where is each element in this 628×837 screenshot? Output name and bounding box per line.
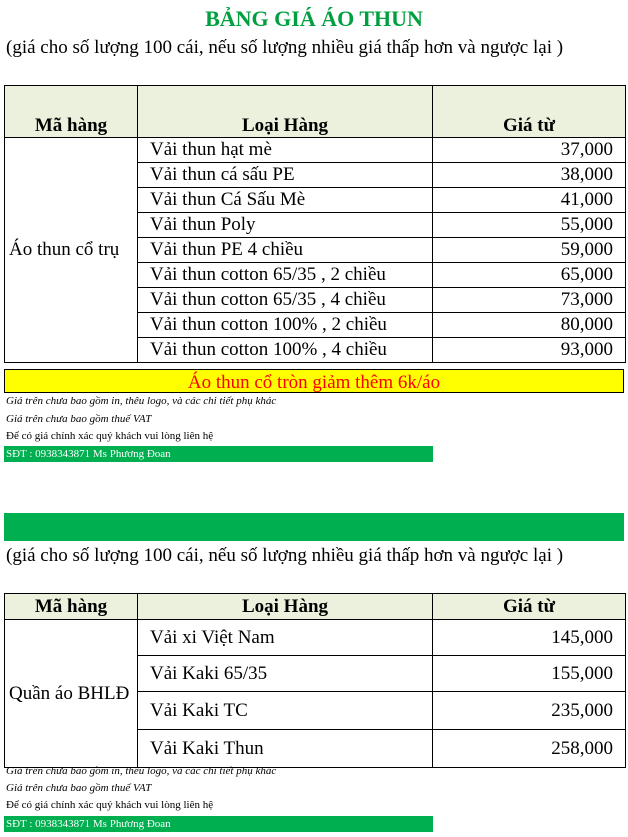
fabric-price: 258,000 <box>433 730 626 768</box>
note-excludes-vat: Giá trên chưa bao gồm thuế VAT <box>6 413 152 425</box>
phone-bar-2: SĐT : 0938343871 Ms Phương Đoan <box>4 816 433 832</box>
promo-banner: Áo thun cổ tròn giảm thêm 6k/áo <box>4 369 624 393</box>
fabric-price: 73,000 <box>433 288 626 313</box>
fabric-name: Vải thun hạt mè <box>138 138 433 163</box>
product-code-cell: Quần áo BHLĐ <box>5 620 138 768</box>
fabric-price: 235,000 <box>433 692 626 730</box>
fabric-price: 65,000 <box>433 263 626 288</box>
header-type: Loại Hàng <box>138 86 433 138</box>
header-code: Mã hàng <box>5 594 138 620</box>
fabric-price: 41,000 <box>433 188 626 213</box>
header-price: Giá từ <box>433 594 626 620</box>
contact-note: Để có giá chính xác quý khách vui lòng liên hệ <box>6 430 214 442</box>
note-excludes-print: Giá trên chưa bao gồm in, thêu logo, và các chi tiết phụ khác <box>6 395 277 407</box>
fabric-name: Vải Kaki TC <box>138 692 433 730</box>
header-code: Mã hàng <box>5 86 138 138</box>
table-row <box>5 138 626 163</box>
header-type: Loại Hàng <box>138 594 433 620</box>
table-row <box>5 620 626 656</box>
note-excludes-vat-2: Giá trên chưa bao gồm thuế VAT <box>6 782 152 794</box>
fabric-price: 55,000 <box>433 213 626 238</box>
header-price: Giá từ <box>433 86 626 138</box>
fabric-price: 37,000 <box>433 138 626 163</box>
fabric-name: Vải thun Poly <box>138 213 433 238</box>
section-divider-bar <box>4 513 624 541</box>
fabric-name: Vải thun PE 4 chiều <box>138 238 433 263</box>
price-condition-note: (giá cho số lượng 100 cái, nếu số lượng nhiều giá thấp hơn và ngược lại ) <box>6 37 564 58</box>
phone-bar: SĐT : 0938343871 Ms Phương Đoan <box>4 446 433 462</box>
fabric-name: Vải thun cotton 65/35 , 4 chiều <box>138 288 433 313</box>
tshirt-price-table <box>4 85 626 363</box>
fabric-name: Vải thun cá sấu PE <box>138 163 433 188</box>
fabric-name: Vải thun cotton 65/35 , 2 chiều <box>138 263 433 288</box>
fabric-price: 38,000 <box>433 163 626 188</box>
table-header-row <box>5 594 626 620</box>
contact-note-2: Để có giá chính xác quý khách vui lòng liên hệ <box>6 799 214 811</box>
table-header-row <box>5 86 626 138</box>
workwear-price-table <box>4 593 626 768</box>
fabric-price: 80,000 <box>433 313 626 338</box>
fabric-price: 145,000 <box>433 620 626 656</box>
note-excludes-print-2: Giá trên chưa bao gồm in, thêu logo, và các chi tiết phụ khác <box>6 765 277 777</box>
fabric-price: 155,000 <box>433 656 626 692</box>
fabric-name: Vải thun Cá Sấu Mè <box>138 188 433 213</box>
fabric-name: Vải Kaki Thun <box>138 730 433 768</box>
page-title: BẢNG GIÁ ÁO THUN <box>205 6 423 31</box>
fabric-name: Vải thun cotton 100% , 4 chiều <box>138 338 433 363</box>
price-condition-note-2: (giá cho số lượng 100 cái, nếu số lượng nhiều giá thấp hơn và ngược lại ) <box>6 545 564 566</box>
fabric-price: 59,000 <box>433 238 626 263</box>
fabric-price: 93,000 <box>433 338 626 363</box>
fabric-name: Vải thun cotton 100% , 2 chiều <box>138 313 433 338</box>
product-code-cell: Áo thun cổ trụ <box>5 138 138 363</box>
fabric-name: Vải Kaki 65/35 <box>138 656 433 692</box>
fabric-name: Vải xi Việt Nam <box>138 620 433 656</box>
